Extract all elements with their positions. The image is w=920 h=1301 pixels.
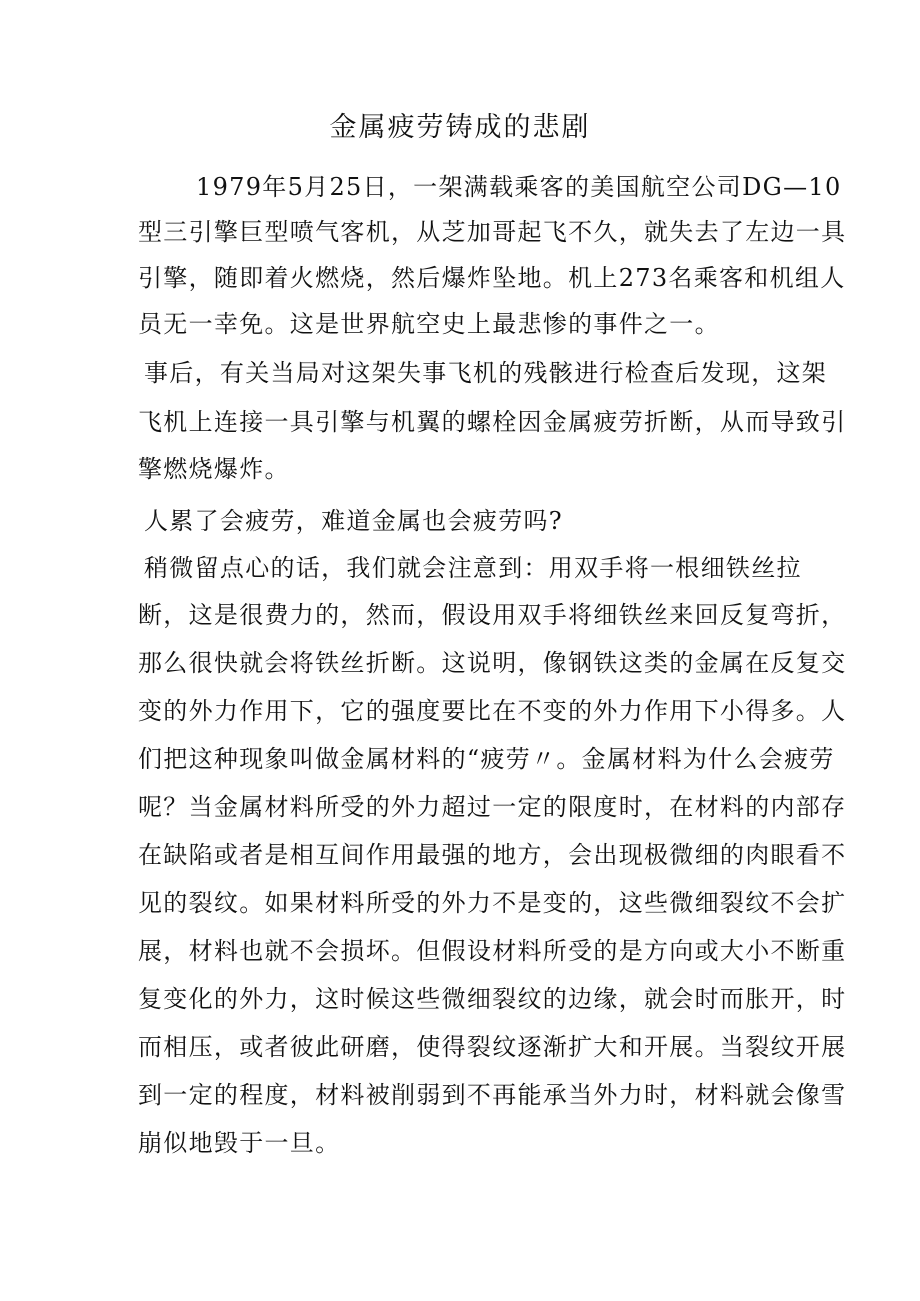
paragraph-4-line-13: 崩似地毁于一旦。 [138,1129,341,1157]
paragraph-4-line-1: 稍微留点心的话，我们就会注意到：用双手将一根细铁丝拉 [144,554,802,582]
paragraph-4-line-5: 们把这种现象叫做金属材料的“疲劳〃。金属材料为什么会疲劳 [138,745,835,773]
paragraph-1-line-3: 引擎，随即着火燃烧，然后爆炸坠地。机上273名乘客和机组人 [138,264,846,292]
paragraph-2-line-2: 飞机上连接一具引擎与机翼的螺栓因金属疲劳折断，从而导致引 [138,408,847,436]
paragraph-4-line-7: 在缺陷或者是相互间作用最强的地方，会出现极微细的肉眼看不 [138,841,847,869]
paragraph-1-line-1: 1979年5月25日，一架满载乘客的美国航空公司DG—10 [196,173,842,201]
paragraph-2-line-3: 擎燃烧爆炸。 [138,455,290,483]
paragraph-4-line-8: 见的裂纹。如果材料所受的外力不是变的，这些微细裂纹不会扩 [138,889,847,917]
paragraph-1-line-2: 型三引擎巨型喷气客机，从芝加哥起飞不久，就失去了左边一具 [138,218,847,246]
paragraph-2-line-1: 事后，有关当局对这架失事飞机的残骸进行检查后发现，这架 [144,359,828,387]
paragraph-3-line-1: 人累了会疲劳，难道金属也会疲劳吗? [144,507,563,535]
paragraph-4-line-6: 呢？当金属材料所受的外力超过一定的限度时，在材料的内部存 [138,793,847,821]
paragraph-4-line-12: 到一定的程度，材料被削弱到不再能承当外力时，材料就会像雪 [138,1081,847,1109]
document-title: 金属疲劳铸成的悲剧 [329,112,591,143]
paragraph-4-line-11: 而相压，或者彼此研磨，使得裂纹逐渐扩大和开展。当裂纹开展 [138,1033,847,1061]
paragraph-4-line-3: 那么很快就会将铁丝折断。这说明，像钢铁这类的金属在反复交 [138,649,847,677]
paragraph-1-line-4: 员无一幸免。这是世界航空史上最悲惨的事件之一。 [138,310,720,338]
paragraph-4-line-4: 变的外力作用下，它的强度要比在不变的外力作用下小得多。人 [138,697,847,725]
paragraph-4-line-9: 展，材料也就不会损坏。但假设材料所受的是方向或大小不断重 [138,937,847,965]
paragraph-4-line-10: 复变化的外力，这时候这些微细裂纹的边缘，就会时而胀开，时 [138,985,847,1013]
paragraph-4-line-2: 断，这是很费力的，然而，假设用双手将细铁丝来回反复弯折， [138,601,847,629]
